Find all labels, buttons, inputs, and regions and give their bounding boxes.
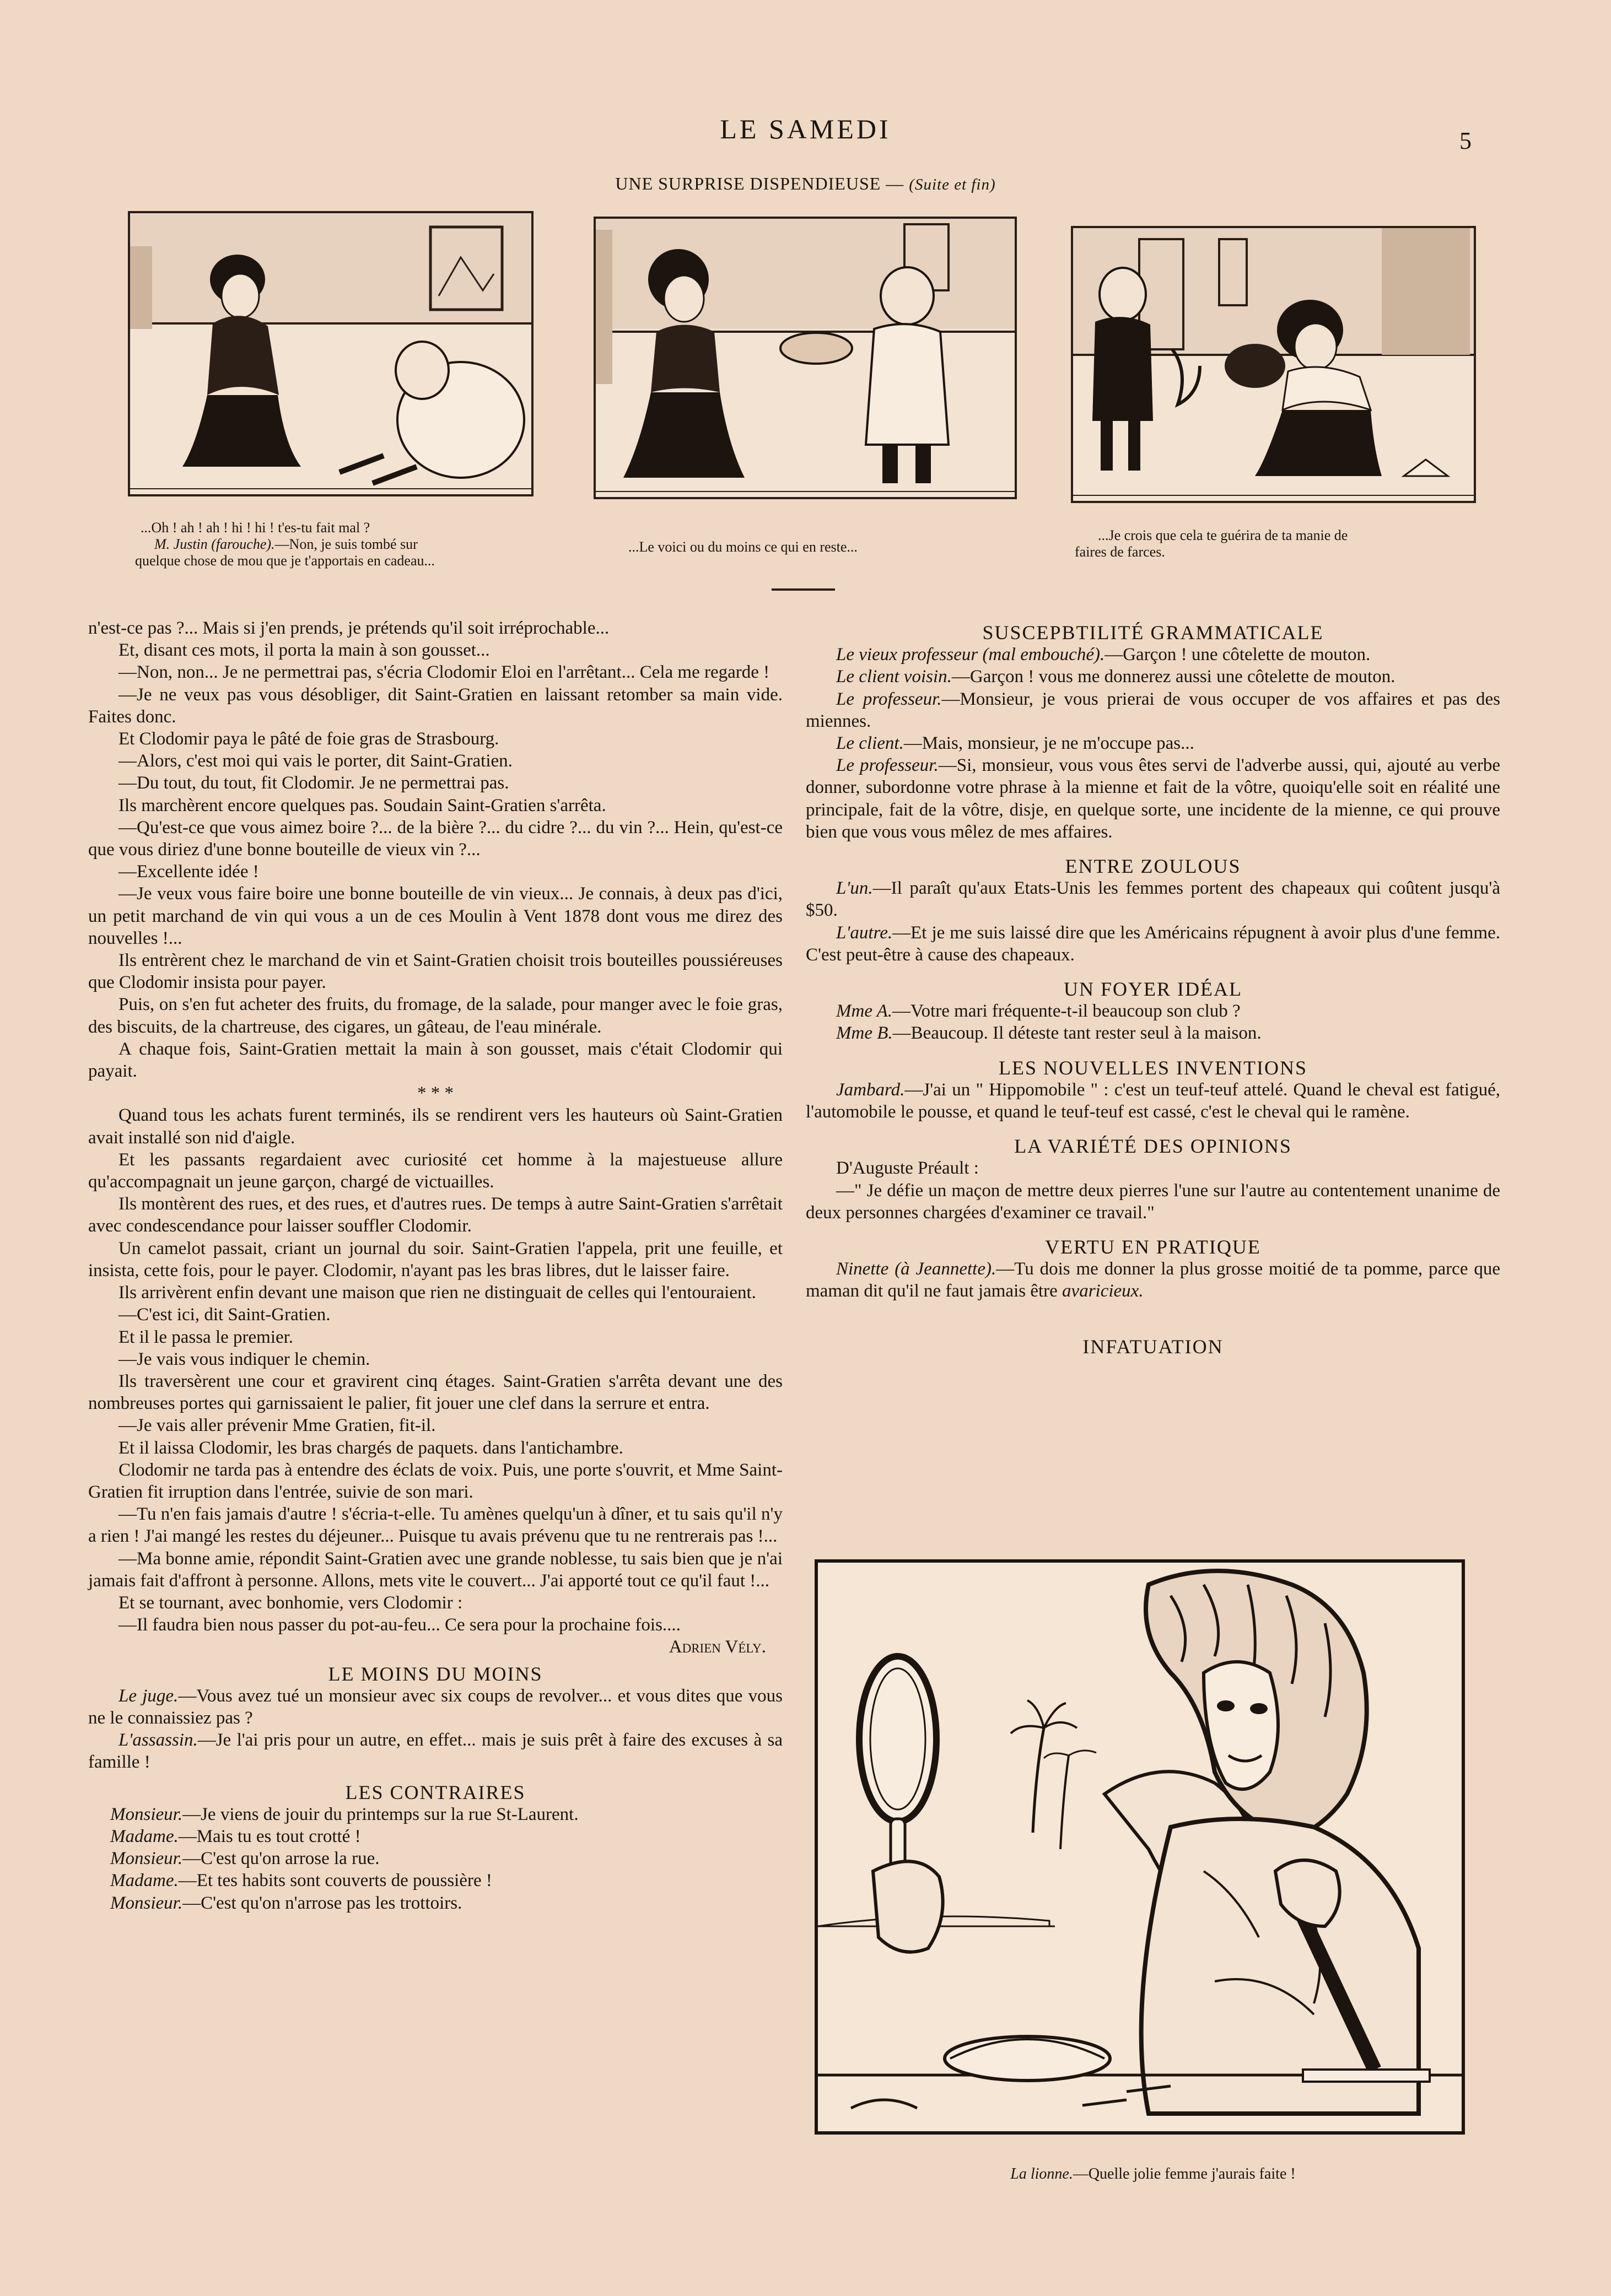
section-title-infatuation: INFATUATION — [1082, 1335, 1224, 1358]
dialogue-line — [88, 1870, 783, 1892]
dialogue-text: —Garçon ! une côtelette de mouton. — [1104, 645, 1371, 665]
comic-title-main: UNE SURPRISE DISPENDIEUSE — — [615, 174, 909, 193]
speaker: Madame. — [110, 1871, 179, 1891]
dialogue-text: —C'est qu'on arrose la rue. — [182, 1849, 380, 1869]
section-title-susceptibilite: SUSCEPBTILITÉ GRAMMATICALE — [982, 622, 1324, 644]
dialogue-line — [806, 1022, 1500, 1044]
story-paragraph: Clodomir ne tarda pas à entendre des éclats de voix. Puis, une porte s'ouvrit, et Mme Saint-Gratien fit irruption dans l'entrée, suivie de son mari. — [88, 1460, 783, 1502]
speaker: Monsieur. — [110, 1893, 183, 1913]
story-paragraph: Ils marchèrent encore quelques pas. Soudain Saint-Gratien s'arrêta. — [118, 795, 606, 815]
dialogue-line — [806, 754, 1500, 843]
story-paragraph: —Je vais aller prévenir Mme Gratien, fit-il. — [118, 1416, 436, 1436]
dialogue-line — [88, 1803, 783, 1825]
comic-panel-1 — [128, 211, 534, 496]
dialogue-text: —Beaucoup. Il déteste tant rester seul à la maison. — [892, 1023, 1262, 1044]
story-paragraph: —Excellente idée ! — [118, 862, 259, 882]
dialogue-line — [806, 922, 1500, 966]
dialogue-text: —C'est qu'on n'arrose pas les trottoirs. — [182, 1893, 462, 1913]
story-paragraph: —Qu'est-ce que vous aimez boire ?... de la bière ?... du cidre ?... du vin ?... Hein, qu'est-ce que vous diriez d'une bonne bouteille de vieux vin ?... — [88, 817, 783, 860]
dialogue-text: —Je viens de jouir du printemps sur la rue St-Laurent. — [182, 1804, 579, 1824]
story-paragraph: Et se tournant, avec bonhomie, vers Clodomir : — [118, 1592, 463, 1613]
panel-1-caption-line3: quelque chose de mou que je t'apportais en cadeau... — [135, 553, 435, 569]
speaker: Le professeur. — [836, 689, 942, 709]
story-paragraph: Un camelot passait, criant un journal du soir. Saint-Gratien l'appela, prit une feuille, et insista, cette fois, pour le payer. Clodomir, n'ayant pas les bras libres, dut le laisser faire. — [88, 1238, 783, 1281]
story-paragraph: —Je vais vous indiquer le chemin. — [118, 1349, 370, 1369]
story-paragraph: —Non, non... Je ne permettrai pas, s'écria Clodomir Eloi en l'arrêtant... Cela me regarde ! — [118, 662, 770, 683]
section-title-foyer: UN FOYER IDÉAL — [1064, 978, 1242, 1001]
illustration-caption-text: —Quelle jolie femme j'aurais faite ! — [1073, 2165, 1296, 2182]
story-paragraph: Puis, on s'en fut acheter des fruits, du fromage, de la salade, pour manger avec le foie gras, des biscuits, de la chartreuse, des cigares, un gâteau, de l'eau minérale. — [88, 995, 783, 1037]
dialogue-emphasis: avaricieux. — [1062, 1281, 1144, 1301]
dialogue-line — [806, 732, 1500, 754]
story-paragraph: —Je veux vous faire boire une bonne bouteille de vin vieux... Je connais, à deux pas d'ici, un petit marchand de vin qui vous a un de ces Moulin à Vent 1878 dont vous me direz des nouvelles !... — [88, 884, 783, 948]
panel-3-caption-line1: ...Je crois que cela te guérira de ta manie de — [1098, 527, 1348, 543]
dialogue-line — [88, 1892, 783, 1914]
panel-1-caption-line2 — [135, 536, 537, 553]
story-paragraph: —Tu n'en fais jamais d'autre ! s'écria-t-elle. Tu amènes quelqu'un à dîner, et tu sais qu'il n'y a rien ! J'ai mangé les restes du déjeuner... Puisque tu avais prévenu que tu ne rentrerais pas !... — [88, 1504, 783, 1547]
comic-panel-3 — [1071, 226, 1476, 503]
speaker: L'assassin. — [118, 1730, 198, 1751]
dialogue-text: —Garçon ! vous me donnerez aussi une côtelette de mouton. — [951, 667, 1396, 687]
story-paragraph: n'est-ce pas ?... Mais si j'en prends, je prétends qu'il soit irréprochable... — [88, 618, 610, 638]
section-title-opinions: LA VARIÉTÉ DES OPINIONS — [1014, 1135, 1292, 1158]
section-title-contraires: LES CONTRAIRES — [345, 1781, 526, 1803]
dialogue-line — [806, 1079, 1500, 1123]
right-column — [806, 622, 1500, 1358]
dialogue-line — [806, 666, 1500, 688]
speaker: Jambard. — [836, 1079, 905, 1100]
dialogue-text: —Vous avez tué un monsieur avec six coups de revolver... et vous dites que vous ne le connaissiez pas ? — [88, 1685, 783, 1728]
speaker: Le client voisin. — [836, 667, 952, 687]
dialogue-text: —Votre mari fréquente-t-il beaucoup son club ? — [892, 1001, 1241, 1022]
dialogue-text: —Et tes habits sont couverts de poussière ! — [178, 1871, 492, 1891]
speaker: Le juge. — [118, 1685, 179, 1706]
dialogue-line — [88, 1729, 783, 1773]
dialogue-line — [806, 688, 1500, 732]
story-paragraph: Ils entrèrent chez le marchand de vin et Saint-Gratien choisit trois bouteilles poussiéreuses que Clodomir insista pour payer. — [88, 950, 783, 993]
section-title-zoulous: ENTRE ZOULOUS — [1065, 855, 1241, 878]
lioness-drawing — [818, 1563, 1462, 2131]
masthead: LE SAMEDI — [720, 114, 891, 144]
dialogue-text: —Et je me suis laissé dire que les Américains répugnent à avoir plus d'une femme. C'est peut-être à cause des chapeaux. — [806, 922, 1500, 965]
comic-title — [0, 174, 1611, 194]
dialogue-line — [88, 1685, 783, 1729]
comic-panel-2 — [594, 217, 1017, 499]
story-paragraph: —C'est ici, dit Saint-Gratien. — [118, 1305, 331, 1325]
panel-3-drawing — [1073, 228, 1474, 501]
dialogue-text: —Mais tu es tout crotté ! — [178, 1826, 361, 1846]
story-paragraph: Et, disant ces mots, il porta la main à son gousset... — [118, 640, 490, 661]
story-paragraph: Et il le passa le premier. — [118, 1327, 294, 1347]
comic-title-suffix: (Suite et fin) — [909, 176, 996, 193]
panel-1-caption — [135, 520, 537, 569]
section-title-moins: LE MOINS DU MOINS — [328, 1662, 543, 1685]
dialogue-line — [806, 644, 1500, 666]
story-paragraph: Et Clodomir paya le pâté de foie gras de Strasbourg. — [118, 729, 499, 749]
dialogue-line — [806, 1000, 1500, 1022]
dialogue-text: —Je l'ai pris pour un autre, en effet... mais je suis prêt à faire des excuses à sa famille ! — [88, 1730, 783, 1773]
infatuation-illustration — [815, 1559, 1465, 2135]
speaker: Le professeur. — [836, 755, 939, 776]
panel-3-caption — [1075, 527, 1488, 560]
story-paragraph: Quand tous les achats furent terminés, ils se rendirent vers les hauteurs où Saint-Gratien avait installé son nid d'aigle. — [88, 1105, 783, 1148]
infatuation-caption — [806, 2165, 1500, 2183]
story-paragraph: —Du tout, du tout, fit Clodomir. Je ne permettrai pas. — [118, 773, 509, 793]
story-paragraph: —Je ne veux pas vous désobliger, dit Saint-Gratien en laissant retomber sa main vide. Faites donc. — [88, 684, 783, 727]
story-paragraph: Ils traversèrent une cour et gravirent cinq étages. Saint-Gratien s'arrêta devant une des nombreuses portes qui garnissaient le palier, fit jouer une clef dans la serrure et entra. — [88, 1371, 783, 1414]
story-paragraph: Et les passants regardaient avec curiosité cet homme à la majestueuse allure qu'accompagnait un jeune garçon, chargé de victuailles. — [88, 1149, 783, 1192]
quote-text: —" Je défie un maçon de mettre deux pierres l'une sur l'autre au contentement unanime de deux personnes chargées d'examiner ce travail." — [806, 1180, 1500, 1223]
author-signature: Adrien Vély. — [669, 1637, 766, 1657]
speaker: Mme A. — [836, 1001, 893, 1022]
speaker: Le vieux professeur (mal embouché). — [836, 645, 1105, 665]
story-paragraph: Ils montèrent des rues, et des rues, et d'autres rues. De temps à autre Saint-Gratien s'arrêtait avec condescendance pour laisser souffler Clodomir. — [88, 1194, 783, 1236]
section-title-inventions: LES NOUVELLES INVENTIONS — [999, 1056, 1307, 1079]
dialogue-text: —Il paraît qu'aux Etats-Unis les femmes portent des chapeaux qui coûtent jusqu'à $50. — [806, 878, 1500, 921]
quote-intro: D'Auguste Préault : — [836, 1158, 979, 1179]
dialogue-line — [88, 1847, 783, 1870]
comic-separator — [772, 588, 835, 591]
story-paragraph: Ils arrivèrent enfin devant une maison que rien ne distinguait de celles qui l'entouraient. — [118, 1283, 756, 1303]
panel-1-caption-line1: ...Oh ! ah ! ah ! hi ! hi ! t'es-tu fait mal ? — [141, 520, 370, 536]
dialogue-line — [806, 1258, 1500, 1302]
story-paragraph: Et il laissa Clodomir, les bras chargés de paquets. dans l'antichambre. — [118, 1438, 623, 1458]
story-paragraph: A chaque fois, Saint-Gratien mettait la main à son gousset, mais c'était Clodomir qui payait. — [88, 1039, 783, 1082]
speaker: Monsieur. — [110, 1804, 183, 1824]
speaker: Monsieur. — [110, 1849, 183, 1869]
story-paragraph: —Il faudra bien nous passer du pot-au-feu... Ce sera pour la prochaine fois.... — [118, 1615, 681, 1635]
left-column — [88, 617, 783, 1914]
dialogue-text: —Monsieur, je vous prierai de vous occuper de vos affaires et pas des miennes. — [806, 689, 1500, 731]
story-paragraph: —Ma bonne amie, répondit Saint-Gratien avec une grande noblesse, tu sais bien que je n'ai jamais fait d'affront à personne. Allons, mets vite le couvert... J'ai apporté tout ce qu'il faut !... — [88, 1548, 783, 1591]
dialogue-text: —Mais, monsieur, je ne m'occupe pas... — [903, 733, 1194, 754]
panel-1-speaker: M. Justin (farouche). — [154, 536, 275, 552]
dialogue-text: —J'ai un " Hippomobile " : c'est un teuf-teuf attelé. Quand le cheval est fatigué, l'automobile le pousse, et quand le teuf-teuf est cassé, c'est le cheval qui le ramène. — [806, 1079, 1500, 1122]
panel-3-caption-line2: faires de farces. — [1075, 544, 1165, 560]
panel-2-caption: ...Le voici ou du moins ce qui en reste... — [628, 539, 858, 555]
speaker: Mme B. — [836, 1023, 893, 1044]
panel-1-caption-text: —Non, je suis tombé sur — [274, 536, 418, 552]
illustration-speaker: La lionne. — [1010, 2165, 1073, 2182]
speaker: Le client. — [836, 733, 904, 754]
section-break-stars: * * * — [417, 1083, 454, 1104]
speaker: L'un. — [836, 878, 873, 899]
dialogue-text: —Si, monsieur, vous vous êtes servi de l'adverbe aussi, qui, ajouté au verbe donner, subordonne votre phrase à la mienne et fait de la vôtre, quoiqu'elle soit en réalité une principale, fait de la vôtre, disje, en quelque sorte, une incidente de la mienne, ce qui prouve bien que vous vous mêlez de mes affaires. — [806, 755, 1500, 842]
section-title-vertu: VERTU EN PRATIQUE — [1045, 1236, 1261, 1258]
panel-1-drawing — [130, 213, 531, 494]
dialogue-text: —Tu dois me donner la plus grosse moitié de ta pomme, parce que maman dit qu'il ne faut jamais être — [806, 1259, 1501, 1301]
dialogue-line — [806, 877, 1500, 921]
dialogue-line — [88, 1825, 783, 1847]
speaker: L'autre. — [836, 922, 893, 943]
page-number: 5 — [1459, 127, 1472, 154]
speaker: Ninette (à Jeannette). — [836, 1259, 996, 1279]
story-paragraph: —Alors, c'est moi qui vais le porter, dit Saint-Gratien. — [118, 751, 513, 771]
panel-2-drawing — [596, 219, 1015, 497]
speaker: Madame. — [110, 1826, 179, 1846]
